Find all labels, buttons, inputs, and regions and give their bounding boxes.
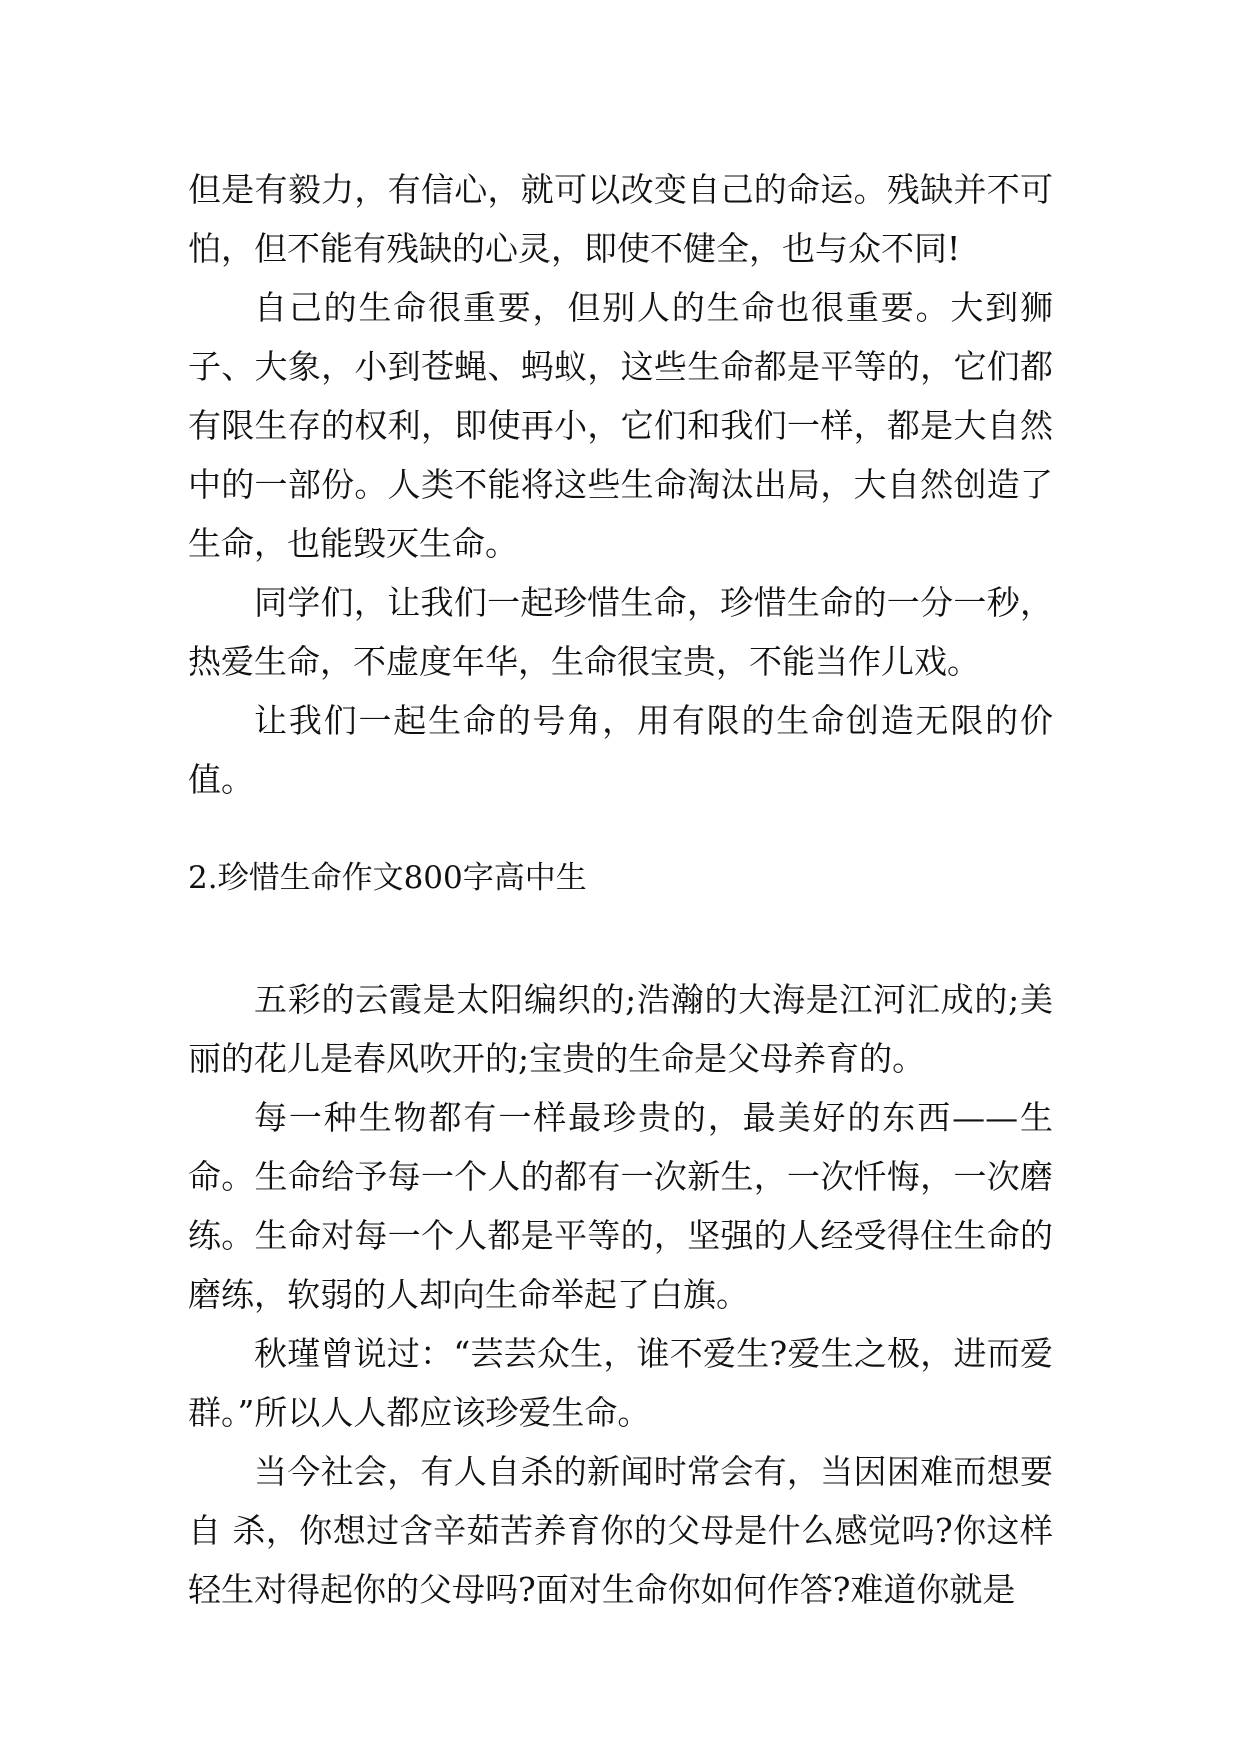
- paragraph: 五彩的云霞是太阳编织的;浩瀚的大海是江河汇成的;美丽的花儿是春风吹开的;宝贵的生命是父母养育的。: [188, 980, 1053, 1078]
- paragraph: 当今社会，有人自杀的新闻时常会有，当因困难而想要自 杀，你想过含辛茹苦养育你的父母是什么感觉吗?你这样轻生对得起你的父母吗?面对生命你如何作答?难道你就是: [188, 1452, 1053, 1609]
- document-body: [188, 160, 1053, 1619]
- spacer: [188, 908, 1053, 970]
- paragraph: 秋瑾曾说过：“芸芸众生，谁不爱生?爱生之极，进而爱群。”所以人人都应该珍爱生命。: [188, 1334, 1053, 1432]
- section-heading: 2.珍惜生命作文800字高中生: [188, 860, 587, 896]
- paragraph: 同学们，让我们一起珍惜生命，珍惜生命的一分一秒，热爱生命，不虚度年华，生命很宝贵，不能当作儿戏。: [188, 583, 1053, 681]
- paragraph: 每一种生物都有一样最珍贵的，最美好的东西——生命。生命给予每一个人的都有一次新生，一次忏悔，一次磨练。生命对每一个人都是平等的，坚强的人经受得住生命的磨练，软弱的人却向生命举起了白旗。: [188, 1098, 1053, 1314]
- paragraph: 但是有毅力，有信心，就可以改变自己的命运。残缺并不可怕，但不能有残缺的心灵，即使不健全，也与众不同!: [188, 170, 1053, 268]
- paragraph: 自己的生命很重要，但别人的生命也很重要。大到狮子、大象，小到苍蝇、蚂蚁，这些生命都是平等的，它们都有限生存的权利，即使再小，它们和我们一样，都是大自然中的一部份。人类不能将这些生命淘汰出局，大自然创造了生命，也能毁灭生命。: [188, 288, 1053, 563]
- paragraph: 让我们一起生命的号角，用有限的生命创造无限的价值。: [188, 701, 1053, 799]
